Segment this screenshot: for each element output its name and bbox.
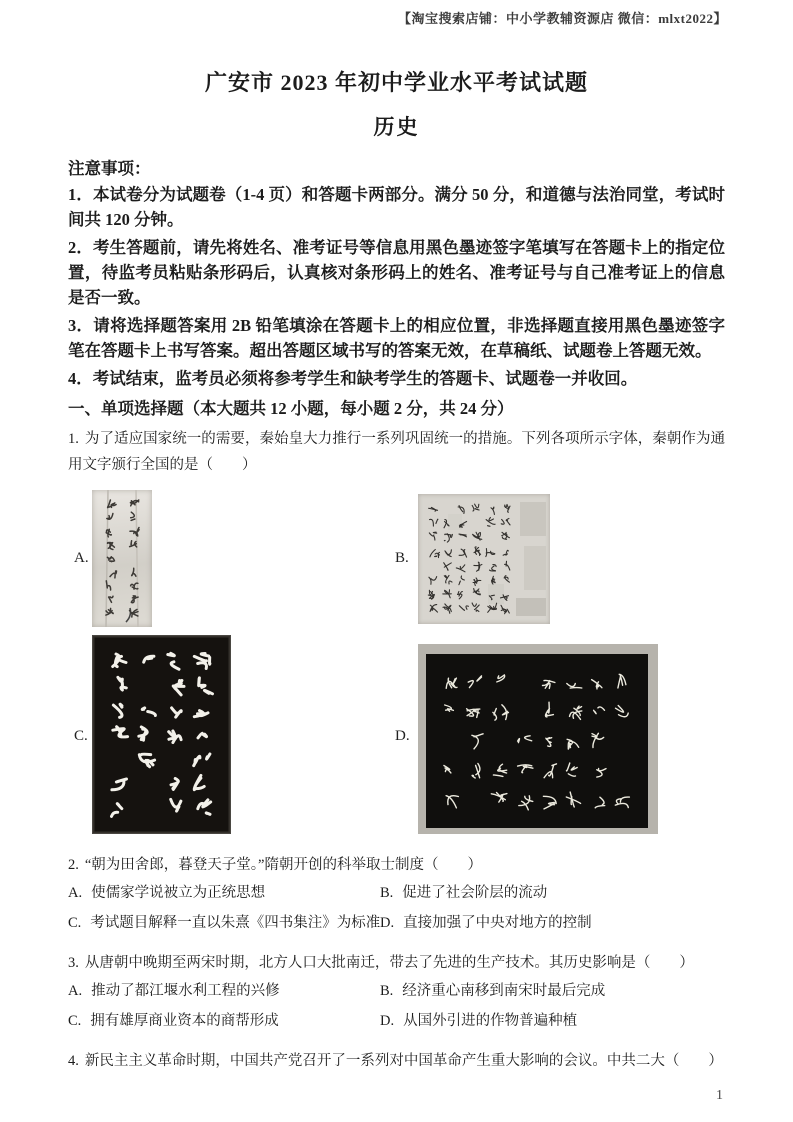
question-4 [68,1048,725,1074]
question-4-text: 新民主主义革命时期，中国共产党召开了一系列对中国革命产生重大影响的会议。中共二大（ ） [84,1053,723,1069]
question-2-text: “朝为田舍郎，暮登天子堂。”隋朝开创的科举取士制度（ ） [84,857,482,873]
calligraphy-image-a [92,490,152,627]
question-4-number: 4. [68,1053,79,1069]
subject-title: 历史 [373,115,420,139]
question-3-option-a: A. 推动了都江堰水利工程的兴修 [68,983,280,999]
notice-item-3: 3．请将选择题答案用 2B 铅笔填涂在答题卡上的相应位置，非选择题直接用黑色墨迹签字笔在答题卡上书写答案。超出答题区域书写的答案无效，在草稿纸、试题卷上答题无效。 [68,316,725,360]
question-2-options-row-2 [68,908,725,938]
figure-label-b: B. [395,550,409,566]
question-1 [68,426,725,840]
bamboo-slip-script-art [92,490,152,627]
page-number: 1 [716,1088,723,1103]
question-2-stem [68,852,725,878]
question-1-figures [68,488,725,840]
figure-label-a: A. [74,550,89,566]
question-1-number: 1. [68,431,79,447]
regular-script-rubbing-art [93,636,230,833]
exam-title: 广安市 2023 年初中学业水平考试试题 [204,70,588,95]
question-2 [68,852,725,938]
question-3-options-row-1 [68,976,725,1006]
question-2-option-b: B. 促进了社会阶层的流动 [380,885,548,901]
question-2-option-a: A. 使儒家学说被立为正统思想 [68,885,266,901]
seal-script-rubbing-art [426,654,648,828]
question-2-option-d: D. 直接加强了中央对地方的控制 [380,915,592,931]
question-2-number: 2. [68,857,79,873]
figure-label-d: D. [395,728,410,744]
question-3-option-d: D. 从国外引进的作物普遍种植 [380,1013,578,1029]
question-3 [68,950,725,1036]
notice-item-1: 1．本试卷分为试题卷（1-4 页）和答题卡两部分。满分 50 分，和道德与法治同堂，考试时间共 120 分钟。 [68,185,725,229]
question-1-text: 为了适应国家统一的需要，秦始皇大力推行一系列巩固统一的措施。下列各项所示字体，秦朝作为通用文字颁行全国的是（ ） [68,431,725,473]
notice-heading: 注意事项： [68,159,151,178]
question-2-option-c: C. 考试题目解释一直以朱熹《四书集注》为标准 [68,915,381,931]
question-3-option-c: C. 拥有雄厚商业资本的商帮形成 [68,1013,279,1029]
question-1-stem [68,426,725,478]
seal-script-rubbing-inner [426,654,648,828]
question-3-options-row-2 [68,1006,725,1036]
notice-item-2: 2．考生答题前，请先将姓名、准考证号等信息用黑色墨迹签字笔填写在答题卡上的指定位置，待监考员粘贴条形码后，认真核对条形码上的姓名、准考证号与自己准考证上的信息是否一致。 [68,238,725,307]
running-script-art [418,494,550,624]
question-2-options-row-1 [68,878,725,908]
question-3-number: 3. [68,955,79,971]
notice-section [68,155,725,391]
question-3-option-b: B. 经济重心南移到南宋时最后完成 [380,983,606,999]
question-3-stem [68,950,725,976]
section-1-heading: 一、单项选择题（本大题共 12 小题，每小题 2 分，共 24 分） [68,399,514,418]
notice-item-4: 4．考试结束，监考员必须将参考学生和缺考学生的答题卡、试题卷一并收回。 [68,369,638,388]
figure-label-c: C. [74,728,88,744]
question-4-stem [68,1048,725,1074]
calligraphy-image-b [418,494,550,624]
calligraphy-image-d [418,644,658,834]
question-3-text: 从唐朝中晚期至两宋时期，北方人口大批南迁，带去了先进的生产技术。其历史影响是（ ） [84,955,694,971]
shop-watermark: 【淘宝搜索店铺：中小学教辅资源店 微信：mlxt2022】 [397,11,727,26]
calligraphy-image-c [93,636,230,833]
